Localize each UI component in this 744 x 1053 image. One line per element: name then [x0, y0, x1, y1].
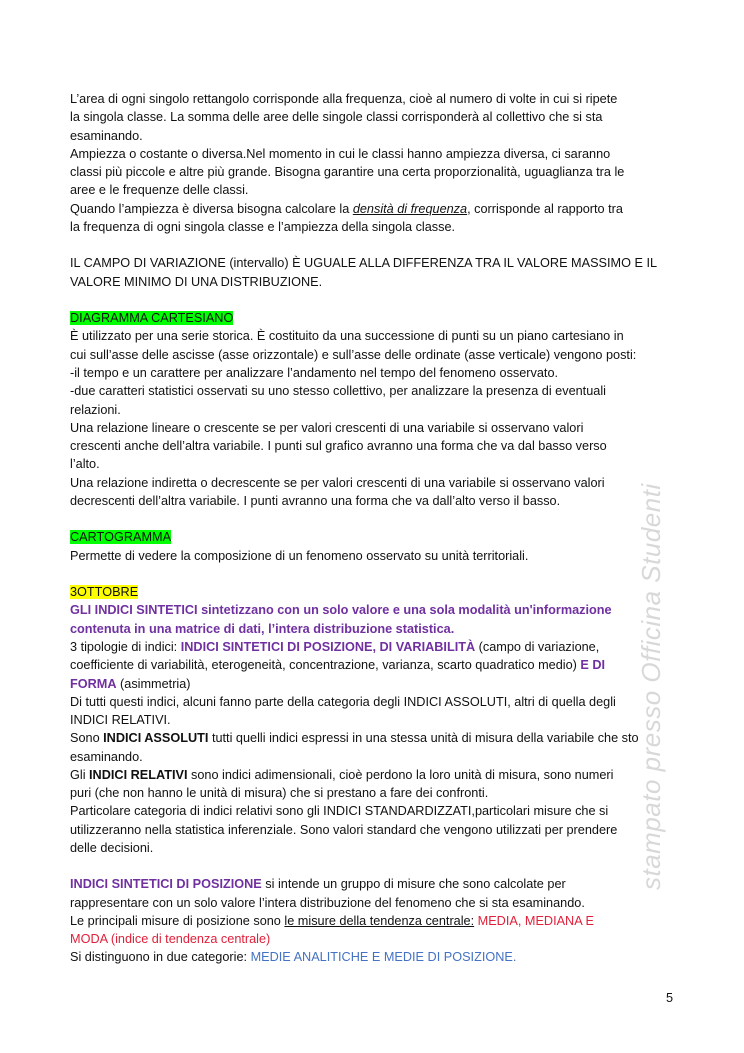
text-line [70, 912, 690, 930]
text-line [70, 437, 690, 455]
text-span: Ampiezza o costante o diversa.Nel momento in cui le classi hanno ampiezza diversa, ci saranno [70, 146, 611, 161]
styled-text: MEDIE ANALITICHE E MEDIE DI POSIZIONE. [250, 950, 517, 965]
text-line [70, 693, 690, 711]
text-line [70, 894, 690, 912]
text-line [70, 163, 690, 181]
text-line [70, 200, 690, 218]
text-span: delle decisioni. [70, 840, 154, 855]
styled-text: contenuta in una matrice di dati, l’intera distribuzione statistica. [70, 621, 455, 636]
text-span: esaminando. [70, 749, 143, 764]
styled-text: INDICI SINTETICI DI POSIZIONE [70, 877, 262, 892]
text-line [70, 711, 690, 729]
blank-line [70, 236, 690, 254]
text-span: (campo di variazione, [475, 639, 600, 654]
styled-text: DIAGRAMMA CARTESIANO [70, 311, 234, 326]
text-span: Una relazione indiretta o decrescente se per valori crescenti di una variabile si osservano valori [70, 475, 605, 490]
styled-text: MODA (indice di tendenza centrale) [70, 932, 271, 947]
styled-text: INDICI SINTETICI DI POSIZIONE, DI VARIABILITÀ [180, 639, 476, 654]
text-line [70, 181, 690, 199]
page-number: 5 [666, 991, 674, 1005]
text-span: coefficiente di variabilità, eterogeneità, concentrazione, varianza, scarto quadratico medio) [70, 658, 581, 673]
text-span: rappresentare con un solo valore l’intera distribuzione del fenomeno che si sta esaminando. [70, 895, 585, 910]
text-span: -il tempo e un carattere per analizzare l’andamento nel tempo del fenomeno osservato. [70, 365, 559, 380]
text-span: la frequenza di ogni singola classe e l’ampiezza della singola classe. [70, 219, 456, 234]
text-line [70, 364, 690, 382]
text-span: puri (che non hanno le unità di misura) che si prestano a fare dei confronti. [70, 786, 489, 801]
text-span: crescenti anche dell’altra variabile. I punti sul grafico avranno una forma che va dal basso verso [70, 439, 607, 454]
blank-line [70, 565, 690, 583]
text-span: classi più piccole e altre più grande. Bisogna garantire una certa proporzionalità, uguaglianza tra le [70, 165, 625, 180]
text-line [70, 108, 690, 126]
text-line [70, 784, 690, 802]
styled-text: INDICI ASSOLUTI [103, 731, 209, 746]
text-line [70, 656, 690, 674]
text-span: VALORE MINIMO DI UNA DISTRIBUZIONE. [70, 274, 323, 289]
text-span: IL CAMPO DI VARIAZIONE (intervallo) È UGUALE ALLA DIFFERENZA TRA IL VALORE MASSIMO E IL [70, 256, 658, 271]
text-line [70, 346, 690, 364]
styled-text: le misure della tendenza centrale: [284, 913, 475, 928]
styled-text: INDICI RELATIVI [89, 767, 188, 782]
text-line [70, 474, 690, 492]
text-span: -due caratteri statistici osservati su uno stesso collettivo, per analizzare la presenza di eventuali [70, 384, 606, 399]
text-span: Permette di vedere la composizione di un fenomeno osservato su unità territoriali. [70, 548, 529, 563]
styled-text: E DI [580, 658, 606, 673]
text-line [70, 601, 690, 619]
text-line [70, 90, 690, 108]
document-body [70, 90, 690, 967]
blank-line [70, 510, 690, 528]
text-span: esaminando. [70, 128, 143, 143]
text-span: Quando l’ampiezza è diversa bisogna calcolare la [70, 201, 353, 216]
text-line [70, 766, 690, 784]
text-span: Una relazione lineare o crescente se per valori crescenti di una variabile si osservano valori [70, 420, 584, 435]
text-line [70, 748, 690, 766]
text-span: Si distinguono in due categorie: [70, 950, 251, 965]
blank-line [70, 857, 690, 875]
text-span: aree e le frequenze delle classi. [70, 183, 249, 198]
text-line [70, 547, 690, 565]
text-line [70, 455, 690, 473]
text-line [70, 492, 690, 510]
text-line [70, 401, 690, 419]
text-line [70, 620, 690, 638]
text-span: si intende un gruppo di misure che sono calcolate per [261, 877, 566, 892]
text-span: , corrisponde al rapporto tra [467, 201, 623, 216]
text-span: L’area di ogni singolo rettangolo corrisponde alla frequenza, cioè al numero di volte in cui si ripete [70, 92, 618, 106]
styled-text: GLI INDICI SINTETICI sintetizzano con un solo valore e una sola modalità un'informazione [70, 603, 612, 618]
watermark: stampato presso Officina Studenti [636, 483, 666, 890]
text-line [70, 273, 690, 291]
text-span: cui sull’asse delle ascisse (asse orizzontale) e sull’asse delle ordinate (asse verticale) vengono posti: [70, 347, 637, 362]
text-span: relazioni. [70, 402, 121, 417]
text-line [70, 839, 690, 857]
text-span: È utilizzato per una serie storica. È costituito da una successione di punti su un piano cartesiano in [70, 329, 624, 344]
text-line [70, 930, 690, 948]
text-span: tutti quelli indici espressi in una stessa unità di misura della variabile che sto [208, 731, 639, 746]
styled-text: CARTOGRAMMA [70, 530, 172, 545]
text-span: decrescenti dell’altra variabile. I punti avranno una forma che va dall’alto verso il basso. [70, 493, 561, 508]
text-line [70, 528, 690, 546]
text-span: l’alto. [70, 457, 100, 472]
text-line [70, 382, 690, 400]
text-span: Sono [70, 731, 104, 746]
text-span: Gli [70, 767, 90, 782]
text-span: INDICI RELATIVI. [70, 713, 171, 728]
text-span: Le principali misure di posizione sono [70, 913, 285, 928]
text-line [70, 254, 690, 272]
styled-text: 3OTTOBRE [70, 585, 139, 600]
text-span: (asimmetria) [116, 676, 191, 691]
blank-line [70, 291, 690, 309]
styled-text: FORMA [70, 676, 117, 691]
text-line [70, 145, 690, 163]
text-line [70, 218, 690, 236]
text-line [70, 675, 690, 693]
styled-text: densità di frequenza [352, 201, 468, 216]
text-span: 3 tipologie di indici: [70, 639, 181, 654]
text-line [70, 583, 690, 601]
text-line [70, 327, 690, 345]
text-line [70, 638, 690, 656]
text-span: utilizzeranno nella statistica inferenziale. Sono valori standard che vengono utilizzati per prendere [70, 822, 618, 837]
text-line [70, 419, 690, 437]
text-line [70, 875, 690, 893]
styled-text: MEDIA, MEDIANA E [474, 913, 594, 928]
text-span: sono indici adimensionali, cioè perdono la loro unità di misura, sono numeri [187, 767, 614, 782]
text-line [70, 309, 690, 327]
text-line [70, 948, 690, 966]
text-line [70, 729, 690, 747]
text-span: Particolare categoria di indici relativi sono gli INDICI STANDARDIZZATI,particolari misure che si [70, 804, 609, 819]
text-span: la singola classe. La somma delle aree delle singole classi corrisponderà al collettivo che si sta [70, 110, 603, 125]
text-line [70, 127, 690, 145]
text-span: Di tutti questi indici, alcuni fanno parte della categoria degli INDICI ASSOLUTI, altri di quella degli [70, 694, 616, 709]
text-line [70, 821, 690, 839]
text-line [70, 802, 690, 820]
